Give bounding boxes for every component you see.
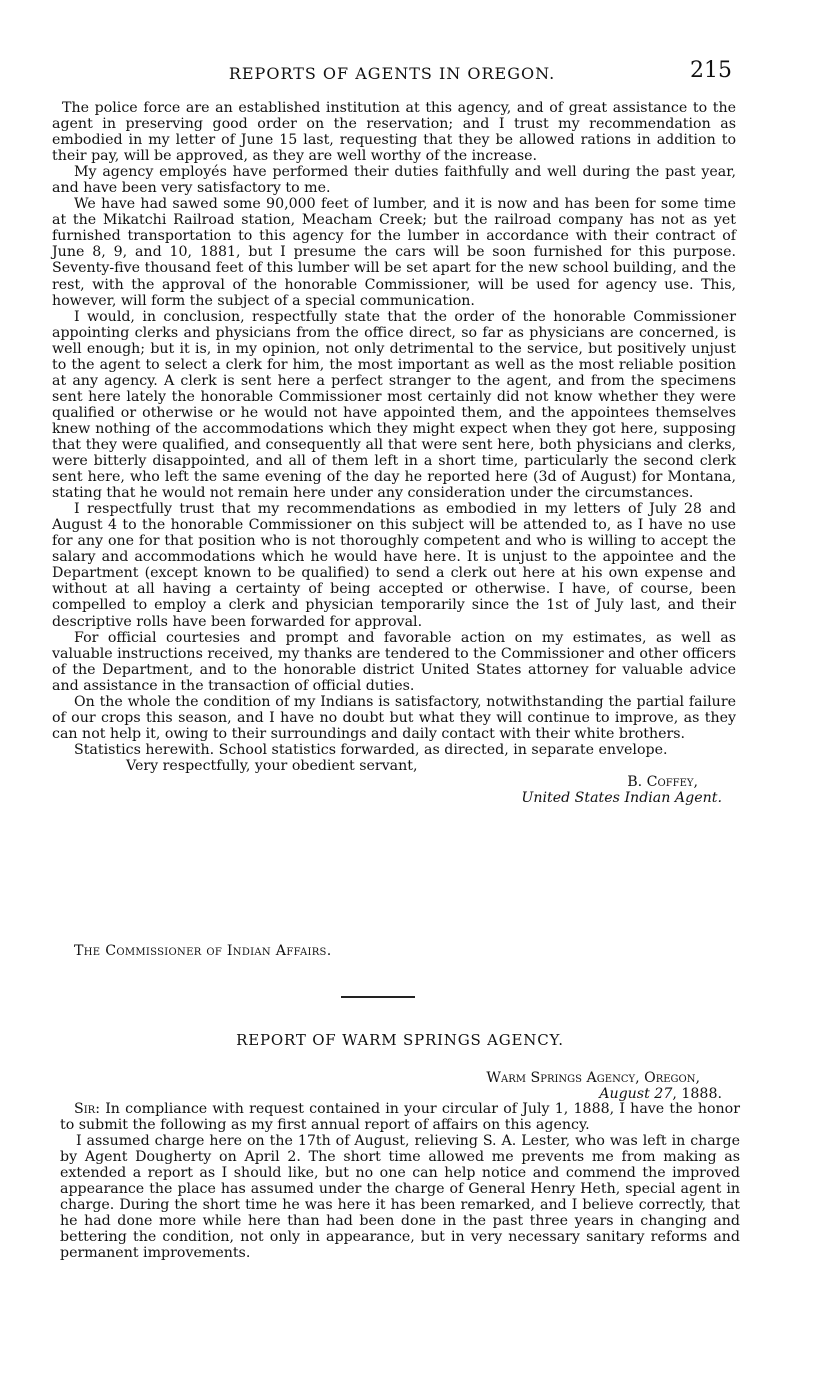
running-title: REPORTS OF AGENTS IN OREGON.: [228, 64, 556, 83]
dateline-date: [52, 1086, 722, 1102]
section-divider: [341, 996, 415, 998]
paragraph: I respectfully trust that my recommendations as embodied in my letters of July 28 and August 4 to the honorable Commissioner on this subject will be attended to, as I have no use for any one for that position who is not thoroughly competent and who is willing to accept the salary and accommodations which he would have here. It is unjust to the appointee and the Department (except known to be qualified) to send a clerk out here at his own expense and without at all having a certainty of being accepted or otherwise. I have, of course, been compelled to employ a clerk and physician temporarily since the 1st of July last, and their descriptive rolls have been forwarded for approval.: [52, 501, 736, 630]
paragraph: [60, 1101, 740, 1133]
salutation: Sir:: [74, 1101, 100, 1117]
paragraph: On the whole the condition of my Indians is satisfactory, notwithstanding the partial failure of our crops this season, and I have no doubt but what they will continue to improve, as they can not help it, owing to their surroundings and daily contact with their white brothers.: [52, 693, 736, 742]
signature-title: United States Indian Agent.: [521, 790, 722, 807]
dateline-place: Warm Springs Agency, Oregon,: [486, 1070, 700, 1086]
dateline-month-day: August 27: [599, 1086, 673, 1102]
paragraph: I assumed charge here on the 17th of August, relieving S. A. Lester, who was left in charge by Agent Dougherty on April 2. The short time allowed me prevents me from making as extended a report as I should like, but no one can help notice and commend the improved appearance the place has assumed under the charge of General Henry Heth, special agent in charge. During the short time he was here it has been remarked, and I believe correctly, that he had done more while here than had been done in the past three years in changing and bettering the condition, not only in appearance, but in very necessary sanitary reforms and permanent improvements.: [60, 1133, 740, 1262]
report-body-warm-springs: [60, 1101, 740, 1261]
paragraph: We have had sawed some 90,000 feet of lumber, and it is now and has been for some time at the Mikatchi Railroad station, Meacham Creek; but the railroad company has not as yet furnished transportation to this agency for the lumber in accordance with their contract of June 8, 9, and 10, 1881, but I presume the cars will be soon furnished for this purpose. Seventy-five thousand feet of this lumber will be set apart for the new school building, and the rest, with the approval of the honorable Commissioner, will be used for agency use. This, however, will form the subject of a special communication.: [52, 196, 736, 309]
page-number: 215: [690, 58, 732, 83]
dateline: [52, 1070, 722, 1102]
paragraph: The police force are an established institution at this agency, and of great assistance to the agent in preserving good order on the reservation; and I trust my recommendation as embodied in my letter of June 15 last, requesting that they be allowed rations in addition to their pay, will be approved, as they are well worthy of the increase.: [52, 100, 736, 165]
paragraph: My agency employés have performed their duties faithfully and well during the past year, and have been very satisfactory to me.: [52, 164, 736, 197]
paragraph: I would, in conclusion, respectfully state that the order of the honorable Commissioner appointing clerks and physicians from the office direct, so far as physicians are concerned, is well enough; but it is, in my opinion, not only detrimental to the service, but positively unjust to the agent to select a clerk for him, the most important as well as the most reliable position at any agency. A clerk is sent here a perfect stranger to the agent, and from the specimens sent here lately the honorable Commissioner most certainly did not know whether they were qualified or otherwise or he would not have appointed them, and the appointees themselves knew nothing of the accommodations which they might expect when they got here, supposing that they were qualified, and consequently all that were sent here, both physicians and clerks, were bitterly disappointed, and all of them left in a short time, particularly the second clerk sent here, who left the same evening of the day he reported here (3d of August) for Montana, stating that he would not remain here under any consideration under the circumstances.: [52, 308, 736, 502]
paragraph-text: In compliance with request contained in your circular of July 1, 1888, I have the honor to submit the following as my first annual report of affairs on this agency.: [60, 1101, 740, 1134]
running-header: [52, 58, 732, 92]
section-title: REPORT OF WARM SPRINGS AGENCY.: [236, 1031, 564, 1049]
paragraph: Statistics herewith. School statistics forwarded, as directed, in separate envelope.: [74, 741, 668, 758]
paragraph: For official courtesies and prompt and favorable action on my estimates, as well as valuable instructions received, my thanks are tendered to the Commissioner and other officers of the Department, and to the honorable district United States attorney for valuable advice and assistance in the transaction of official duties.: [52, 629, 736, 694]
dateline-year: , 1888.: [672, 1086, 722, 1102]
closing-line: Very respectfully, your obedient servant,: [126, 757, 418, 774]
signature-name: B. Coffey,: [627, 773, 698, 790]
addressee: The Commissioner of Indian Affairs.: [74, 943, 332, 959]
report-body-coffey: [52, 100, 736, 806]
